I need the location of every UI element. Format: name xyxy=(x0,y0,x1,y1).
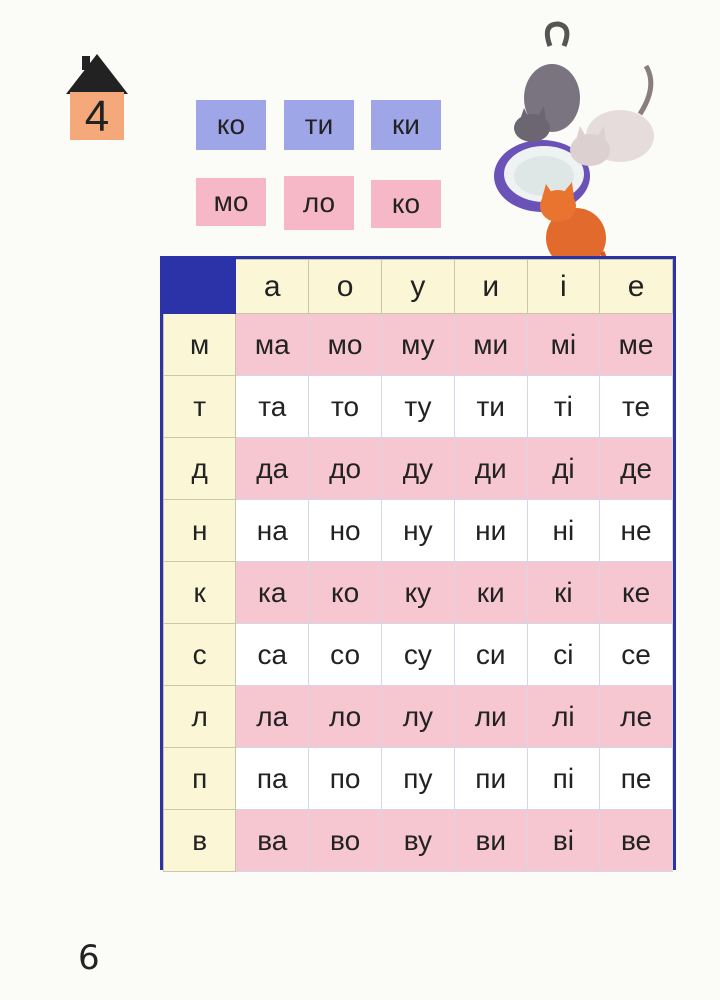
syllable-cell: пі xyxy=(527,748,600,810)
syllable-cell: не xyxy=(600,500,673,562)
syllable-cell: му xyxy=(382,314,455,376)
table-row xyxy=(164,314,673,376)
syllable-cell: сі xyxy=(527,624,600,686)
table-row xyxy=(164,438,673,500)
syllable-cell: да xyxy=(236,438,309,500)
syllable-cell: ме xyxy=(600,314,673,376)
syllable-cell: лу xyxy=(382,686,455,748)
vowel-header: е xyxy=(600,260,673,314)
table-row xyxy=(164,686,673,748)
table-row xyxy=(164,376,673,438)
consonant-label: в xyxy=(164,810,236,872)
syllable-cell: ле xyxy=(600,686,673,748)
consonant-label: д xyxy=(164,438,236,500)
syllable-cell: ла xyxy=(236,686,309,748)
syllable-cell: по xyxy=(309,748,382,810)
syllable-cell: ту xyxy=(382,376,455,438)
lesson-number: 4 xyxy=(70,92,124,140)
syllable-cell: ва xyxy=(236,810,309,872)
syllable-card: ти xyxy=(284,100,354,150)
syllable-cell: пе xyxy=(600,748,673,810)
syllable-cell: на xyxy=(236,500,309,562)
syllable-cell: ма xyxy=(236,314,309,376)
consonant-label: т xyxy=(164,376,236,438)
syllable-cell: ті xyxy=(527,376,600,438)
syllable-cell: но xyxy=(309,500,382,562)
consonant-label: с xyxy=(164,624,236,686)
cats-drinking-milk-icon xyxy=(480,16,680,286)
syllable-cell: кі xyxy=(527,562,600,624)
table-row xyxy=(164,624,673,686)
syllable-cell: ко xyxy=(309,562,382,624)
consonant-label: п xyxy=(164,748,236,810)
syllable-cell: ки xyxy=(454,562,527,624)
vowel-header: у xyxy=(382,260,455,314)
syllable-cell: ти xyxy=(454,376,527,438)
syllable-cell: се xyxy=(600,624,673,686)
table-row xyxy=(164,562,673,624)
syllable-card: ко xyxy=(196,100,266,150)
syllable-cell: пу xyxy=(382,748,455,810)
table-row xyxy=(164,810,673,872)
syllable-cell: ло xyxy=(309,686,382,748)
syllable-card: ло xyxy=(284,176,354,230)
consonant-label: к xyxy=(164,562,236,624)
syllable-cell: ві xyxy=(527,810,600,872)
syllable-card: ко xyxy=(371,180,441,228)
vowel-header: и xyxy=(454,260,527,314)
syllable-cell: ли xyxy=(454,686,527,748)
syllable-cell: до xyxy=(309,438,382,500)
lesson-number-house xyxy=(66,52,128,142)
vowel-header: і xyxy=(527,260,600,314)
vowel-header: а xyxy=(236,260,309,314)
table-row xyxy=(164,748,673,810)
syllable-cell: ди xyxy=(454,438,527,500)
syllable-card: мо xyxy=(196,178,266,226)
consonant-label: м xyxy=(164,314,236,376)
syllable-cell: во xyxy=(309,810,382,872)
syllable-cell: ви xyxy=(454,810,527,872)
syllable-cell: си xyxy=(454,624,527,686)
syllable-cell: лі xyxy=(527,686,600,748)
consonant-label: н xyxy=(164,500,236,562)
syllable-grid xyxy=(163,259,673,872)
syllable-cell: ни xyxy=(454,500,527,562)
syllable-table xyxy=(160,256,676,870)
page-number: 6 xyxy=(78,938,100,978)
syllable-cell: ні xyxy=(527,500,600,562)
syllable-cell: та xyxy=(236,376,309,438)
syllable-cell: со xyxy=(309,624,382,686)
syllable-cell: мі xyxy=(527,314,600,376)
house-roof-icon xyxy=(66,52,128,96)
table-corner xyxy=(164,260,236,314)
table-row xyxy=(164,500,673,562)
syllable-cell: ді xyxy=(527,438,600,500)
consonant-label: л xyxy=(164,686,236,748)
syllable-cell: пи xyxy=(454,748,527,810)
syllable-cell: ну xyxy=(382,500,455,562)
vowel-header-row xyxy=(164,260,673,314)
vowel-header: о xyxy=(309,260,382,314)
syllable-cell: то xyxy=(309,376,382,438)
syllable-cell: ка xyxy=(236,562,309,624)
syllable-cell: де xyxy=(600,438,673,500)
syllable-cell: па xyxy=(236,748,309,810)
syllable-cell: ку xyxy=(382,562,455,624)
syllable-cell: ду xyxy=(382,438,455,500)
syllable-cell: мо xyxy=(309,314,382,376)
syllable-cell: ву xyxy=(382,810,455,872)
syllable-card: ки xyxy=(371,100,441,150)
syllable-cell: те xyxy=(600,376,673,438)
syllable-cell: ве xyxy=(600,810,673,872)
syllable-cell: су xyxy=(382,624,455,686)
syllable-cell: ке xyxy=(600,562,673,624)
syllable-cell: са xyxy=(236,624,309,686)
syllable-cell: ми xyxy=(454,314,527,376)
